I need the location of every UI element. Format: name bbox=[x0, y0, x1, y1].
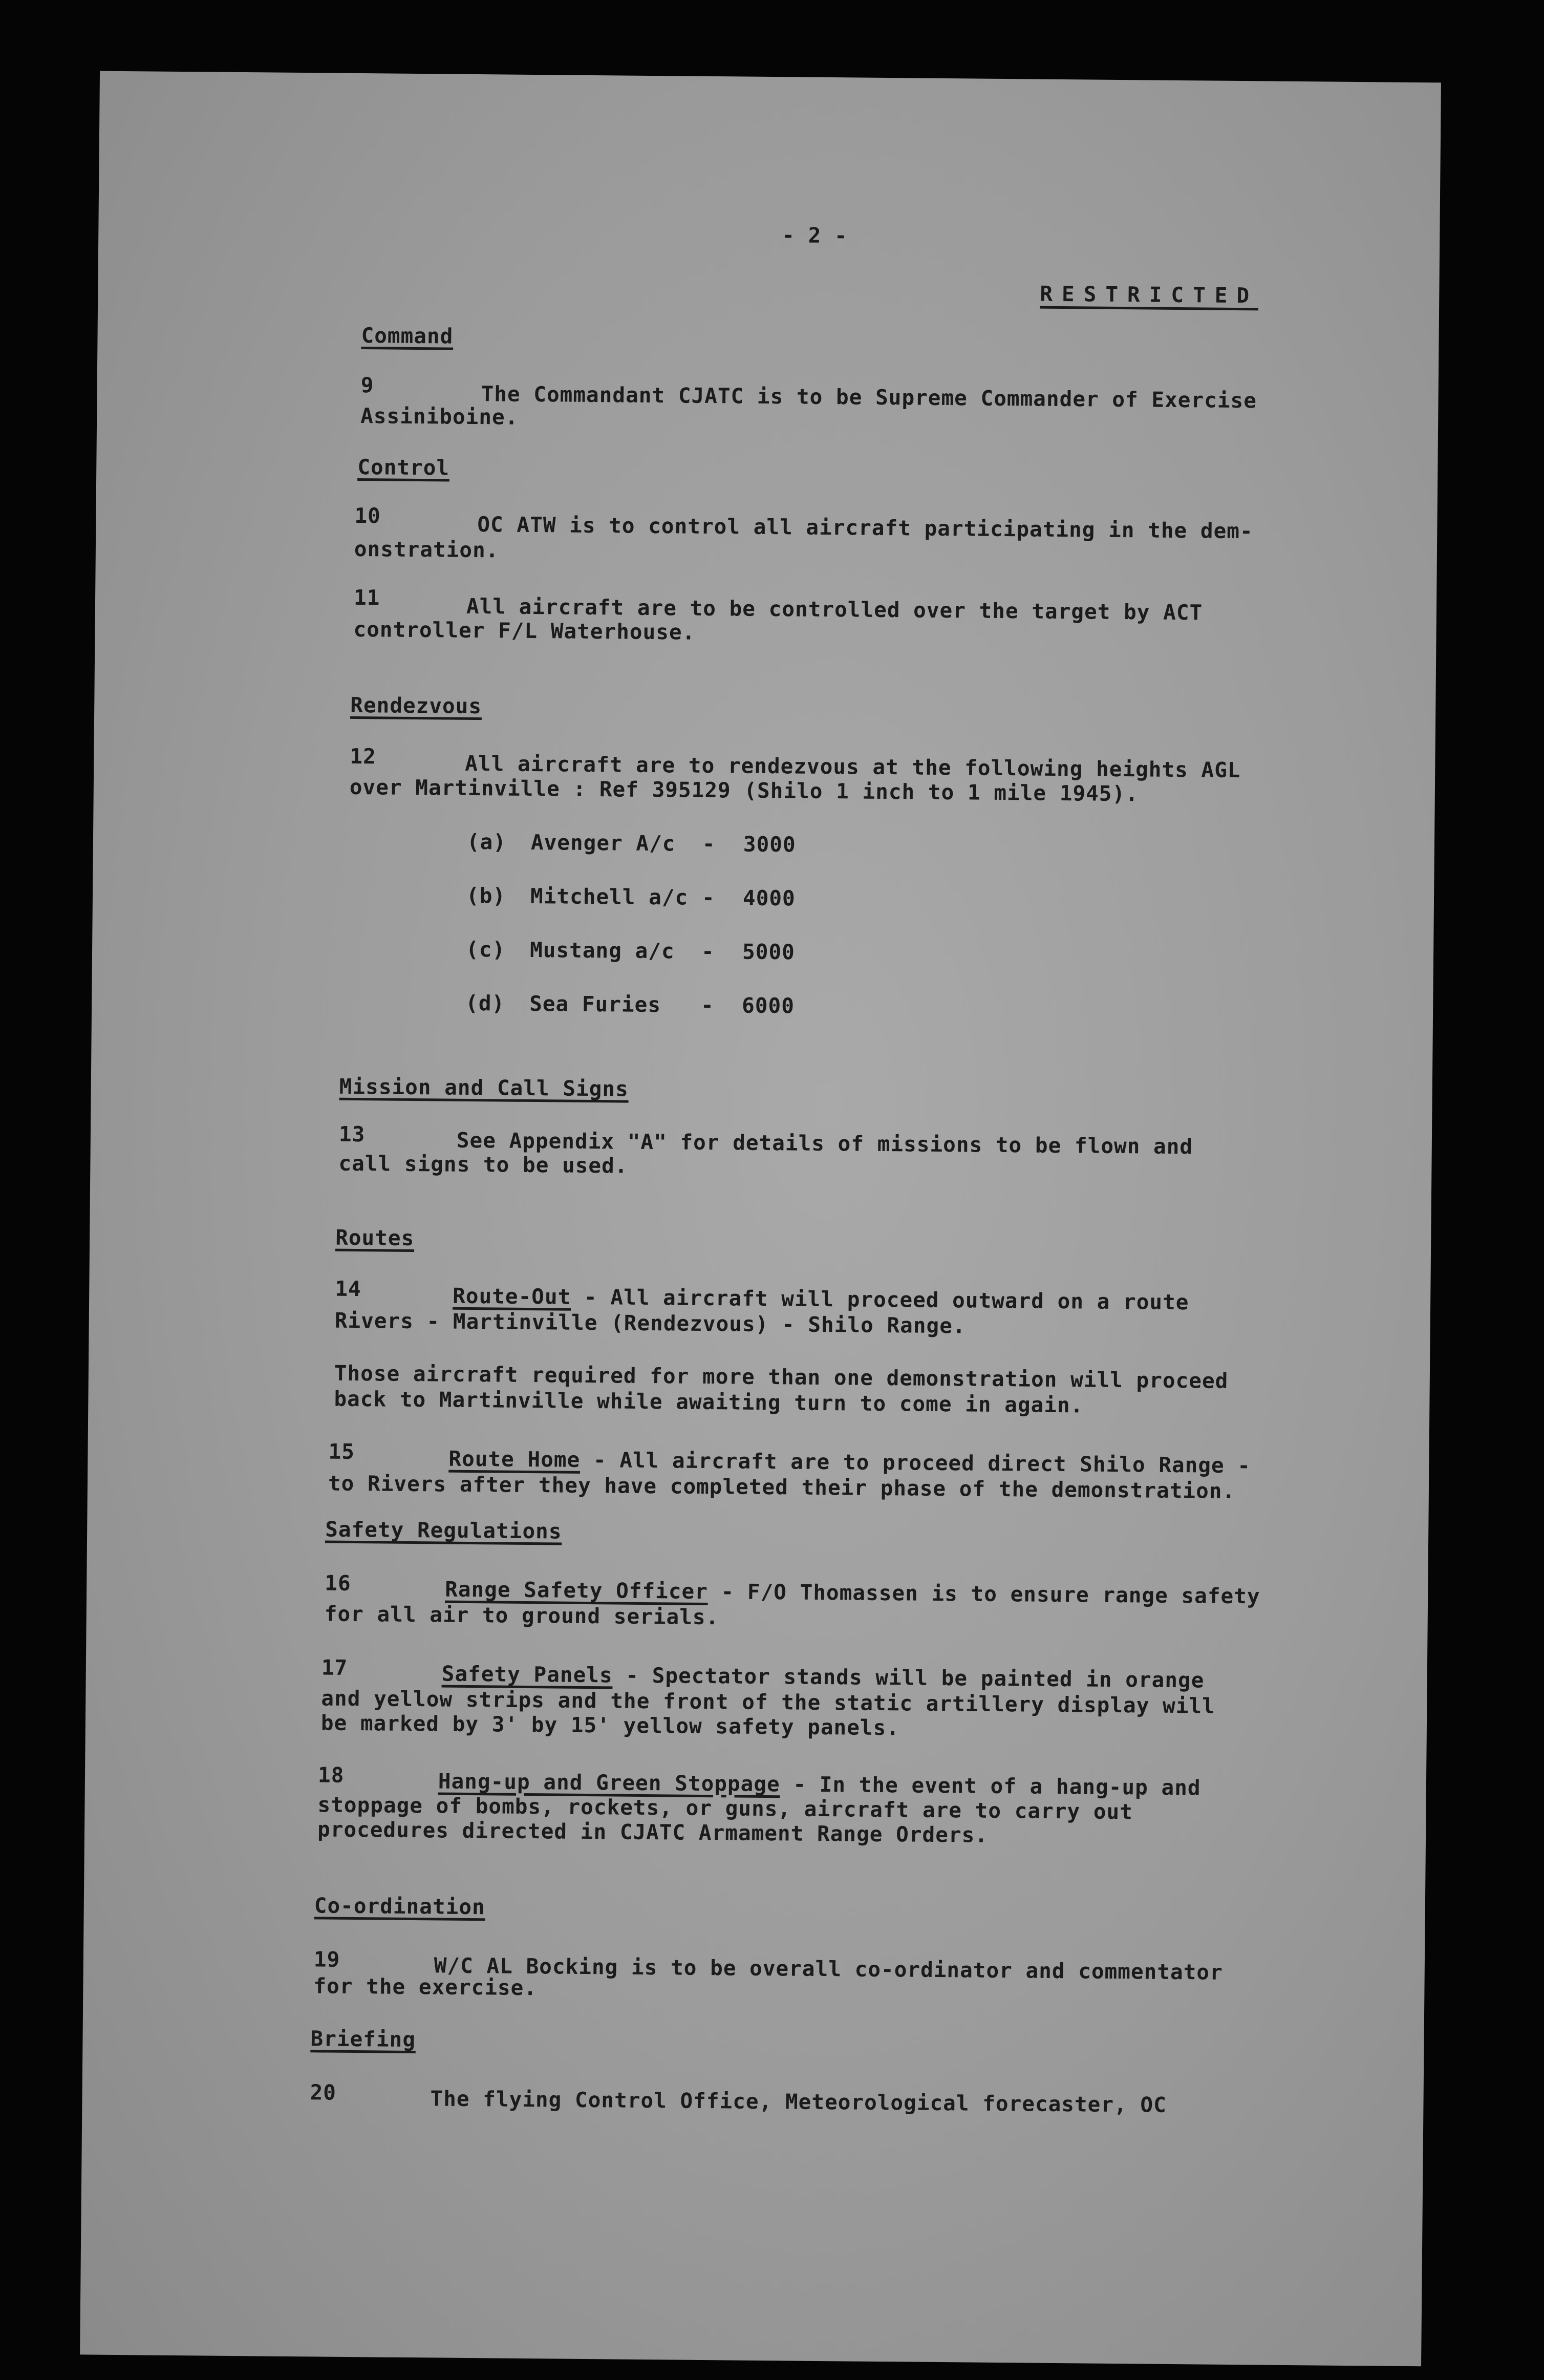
para-line: The Commandant CJATC is to be Supreme Commander of Exercise bbox=[481, 381, 1257, 413]
document-page bbox=[80, 71, 1441, 2367]
list-item bbox=[466, 829, 796, 857]
item-aircraft: Mustang a/c bbox=[529, 937, 675, 964]
para-line: and yellow strips and the front of the static artillery display will bbox=[321, 1686, 1216, 1718]
para-number: 16 bbox=[325, 1570, 351, 1596]
section-heading-briefing: Briefing bbox=[310, 2026, 416, 2052]
section-heading-command: Command bbox=[361, 323, 454, 349]
para-line: OC ATW is to control all aircraft participating in the dem- bbox=[477, 512, 1253, 544]
para-subheading: Range Safety Officer bbox=[444, 1577, 709, 1604]
item-height: 5000 bbox=[742, 939, 796, 965]
para-number: 19 bbox=[313, 1947, 340, 1972]
section-heading-mission: Mission and Call Signs bbox=[339, 1074, 629, 1101]
item-height: 4000 bbox=[742, 885, 796, 911]
list-item bbox=[465, 990, 795, 1018]
para-number: 15 bbox=[328, 1439, 355, 1464]
section-heading-safety: Safety Regulations bbox=[325, 1517, 562, 1544]
para-subheading: Hang-up and Green Stoppage bbox=[438, 1769, 780, 1797]
para-line: The flying Control Office, Meteorological forecaster, OC bbox=[430, 2086, 1167, 2117]
para-line: All aircraft are to rendezvous at the following heights AGL bbox=[465, 751, 1241, 783]
item-label: (c) bbox=[465, 937, 506, 962]
item-dash: - bbox=[702, 831, 716, 857]
section-heading-rendezvous: Rendezvous bbox=[350, 692, 482, 719]
item-label: (b) bbox=[466, 883, 506, 908]
para-line: back to Martinville while awaiting turn to come in again. bbox=[334, 1386, 1084, 1418]
para-number: 14 bbox=[335, 1276, 361, 1302]
para-line: to Rivers after they have completed their phase of the demonstration. bbox=[328, 1471, 1236, 1504]
para-number: 11 bbox=[353, 585, 380, 610]
item-height: 6000 bbox=[741, 993, 795, 1018]
para-line: Rivers - Martinville (Rendezvous) - Shilo Range. bbox=[334, 1308, 966, 1338]
para-subheading: Route Home bbox=[448, 1446, 581, 1472]
para-number: 17 bbox=[321, 1655, 348, 1680]
para-number: 10 bbox=[354, 503, 381, 528]
para-line: for the exercise. bbox=[313, 1973, 538, 2001]
item-aircraft: Sea Furies bbox=[529, 991, 661, 1017]
para-line: Those aircraft required for more than one demonstration will proceed bbox=[334, 1361, 1229, 1393]
para-line: be marked by 3' by 15' yellow safety panels. bbox=[320, 1710, 900, 1740]
para-line: controller F/L Waterhouse. bbox=[353, 617, 696, 645]
item-dash: - bbox=[701, 885, 715, 910]
para-number: 13 bbox=[338, 1121, 366, 1147]
para-number: 20 bbox=[310, 2080, 337, 2105]
section-heading-control: Control bbox=[357, 454, 450, 480]
item-aircraft: Avenger A/c bbox=[530, 830, 676, 856]
para-text: - All aircraft are to proceed direct Shilo Range - bbox=[580, 1447, 1251, 1478]
para-line: See Appendix "A" for details of missions to be flown and bbox=[456, 1128, 1193, 1159]
para-line: W/C AL Bocking is to be overall co-ordinator and commentator bbox=[434, 1953, 1223, 1985]
list-item bbox=[465, 937, 796, 965]
para-text: - In the event of a hang-up and bbox=[780, 1772, 1201, 1800]
para-line: call signs to be used. bbox=[338, 1151, 628, 1178]
para-line: All aircraft are to be controlled over the target by ACT bbox=[466, 593, 1203, 625]
para-number: 9 bbox=[360, 373, 374, 398]
page-number: - 2 - bbox=[782, 223, 848, 248]
classification-marking: RESTRICTED bbox=[1040, 281, 1259, 308]
item-height: 3000 bbox=[743, 832, 796, 857]
para-line: over Martinville : Ref 395129 (Shilo 1 inch to 1 mile 1945). bbox=[349, 774, 1139, 806]
para-line: procedures directed in CJATC Armament Range Orders. bbox=[317, 1817, 989, 1847]
item-aircraft: Mitchell a/c bbox=[530, 883, 689, 910]
list-item bbox=[466, 883, 796, 911]
para-number: 18 bbox=[317, 1762, 345, 1788]
item-label: (a) bbox=[466, 829, 507, 855]
para-line: stoppage of bombs, rockets, or guns, aircraft are to carry out bbox=[317, 1792, 1133, 1824]
para-line: onstration. bbox=[354, 536, 499, 563]
section-heading-routes: Routes bbox=[335, 1225, 415, 1251]
para-text: - F/O Thomassen is to ensure range safety bbox=[707, 1579, 1260, 1609]
para-text: - All aircraft will proceed outward on a route bbox=[571, 1284, 1189, 1315]
para-subheading: Safety Panels bbox=[441, 1661, 613, 1688]
item-dash: - bbox=[700, 992, 715, 1018]
para-line: for all air to ground serials. bbox=[324, 1601, 719, 1630]
section-heading-coordination: Co-ordination bbox=[314, 1893, 485, 1920]
para-text: - Spectator stands will be painted in orange bbox=[612, 1663, 1205, 1693]
para-line: Assiniboine. bbox=[360, 403, 519, 430]
item-label: (d) bbox=[465, 990, 505, 1016]
item-dash: - bbox=[701, 939, 715, 964]
para-number: 12 bbox=[350, 743, 376, 769]
para-subheading: Route-Out bbox=[452, 1283, 571, 1309]
